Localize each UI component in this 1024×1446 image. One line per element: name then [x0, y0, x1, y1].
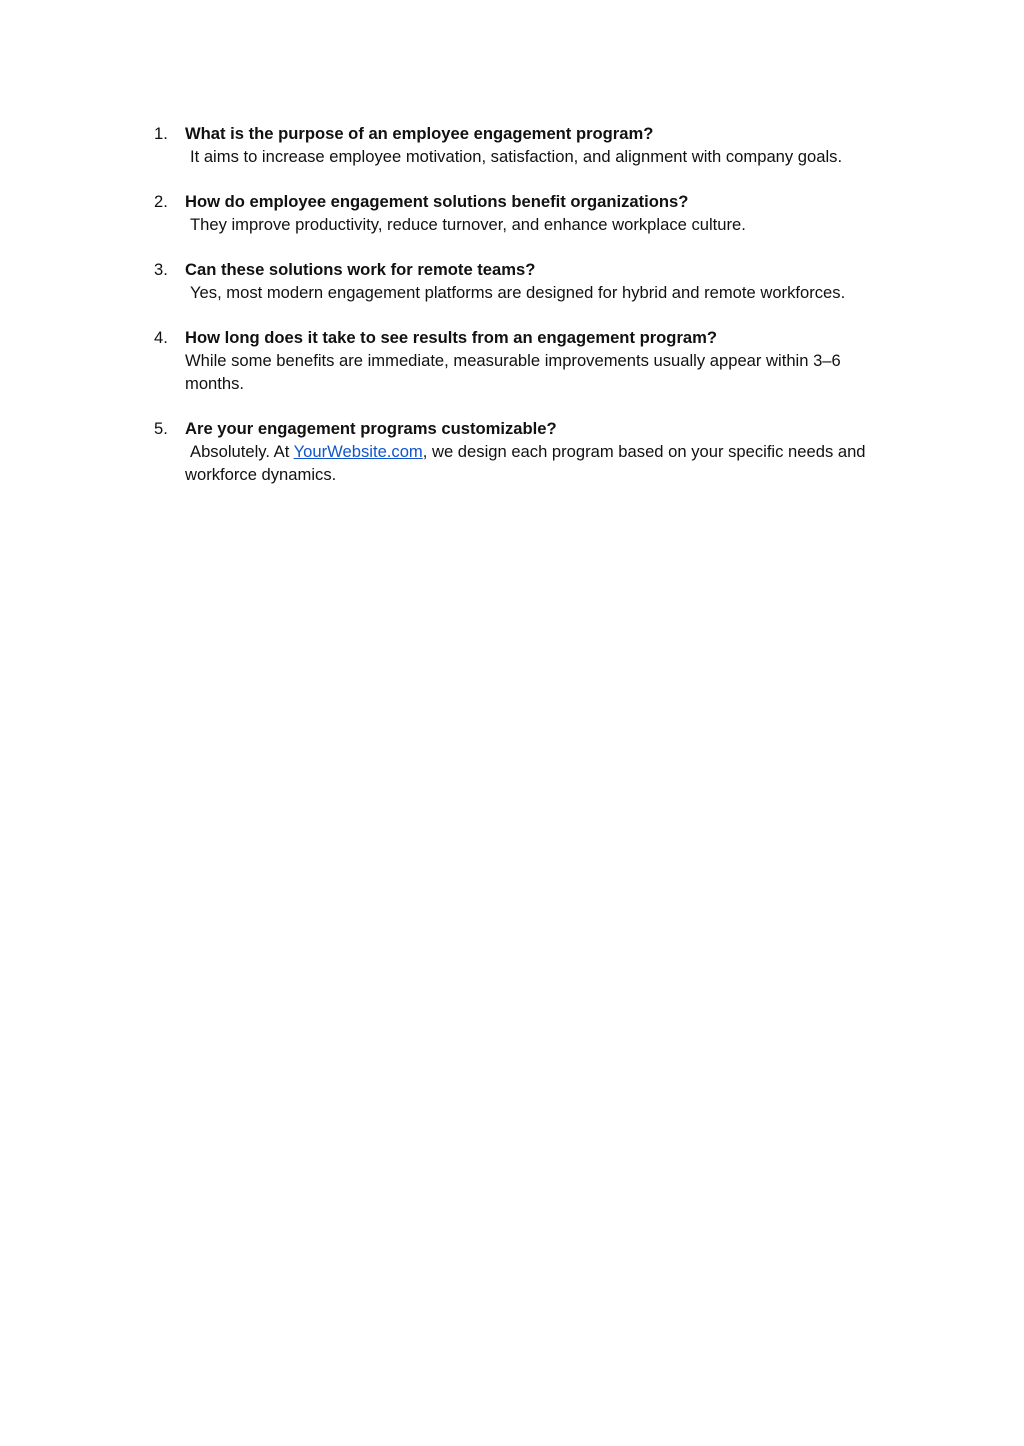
- faq-answer: While some benefits are immediate, measurable improvements usually appear within 3–6 months.: [185, 351, 841, 393]
- faq-item-2: [150, 190, 900, 236]
- faq-number: 2.: [154, 192, 168, 211]
- faq-item-4: [150, 326, 900, 395]
- faq-answer: [180, 440, 900, 486]
- faq-question: What is the purpose of an employee engagement program?: [185, 124, 654, 143]
- faq-item-1: [150, 122, 900, 168]
- faq-question: Are your engagement programs customizable?: [185, 419, 557, 438]
- faq-answer: They improve productivity, reduce turnover, and enhance workplace culture.: [190, 215, 746, 234]
- faq-answer: It aims to increase employee motivation, satisfaction, and alignment with company goals.: [190, 147, 843, 166]
- faq-number: 4.: [154, 328, 168, 347]
- faq-item-5: [150, 417, 900, 486]
- faq-number: 3.: [154, 260, 168, 279]
- faq-question: How do employee engagement solutions benefit organizations?: [185, 192, 689, 211]
- faq-number: 5.: [154, 419, 168, 438]
- faq-list: [150, 122, 900, 508]
- faq-answer-text: Absolutely. At: [190, 442, 294, 461]
- faq-answer: Yes, most modern engagement platforms are designed for hybrid and remote workforces.: [190, 283, 846, 302]
- website-link[interactable]: YourWebsite.com: [293, 442, 423, 461]
- faq-number: 1.: [154, 124, 168, 143]
- faq-question: Can these solutions work for remote teams?: [185, 260, 536, 279]
- faq-item-3: [150, 258, 900, 304]
- faq-question: How long does it take to see results from an engagement program?: [185, 328, 718, 347]
- faq-answer-text: , we design each program based on your specific needs and workforce dynamics.: [185, 442, 866, 484]
